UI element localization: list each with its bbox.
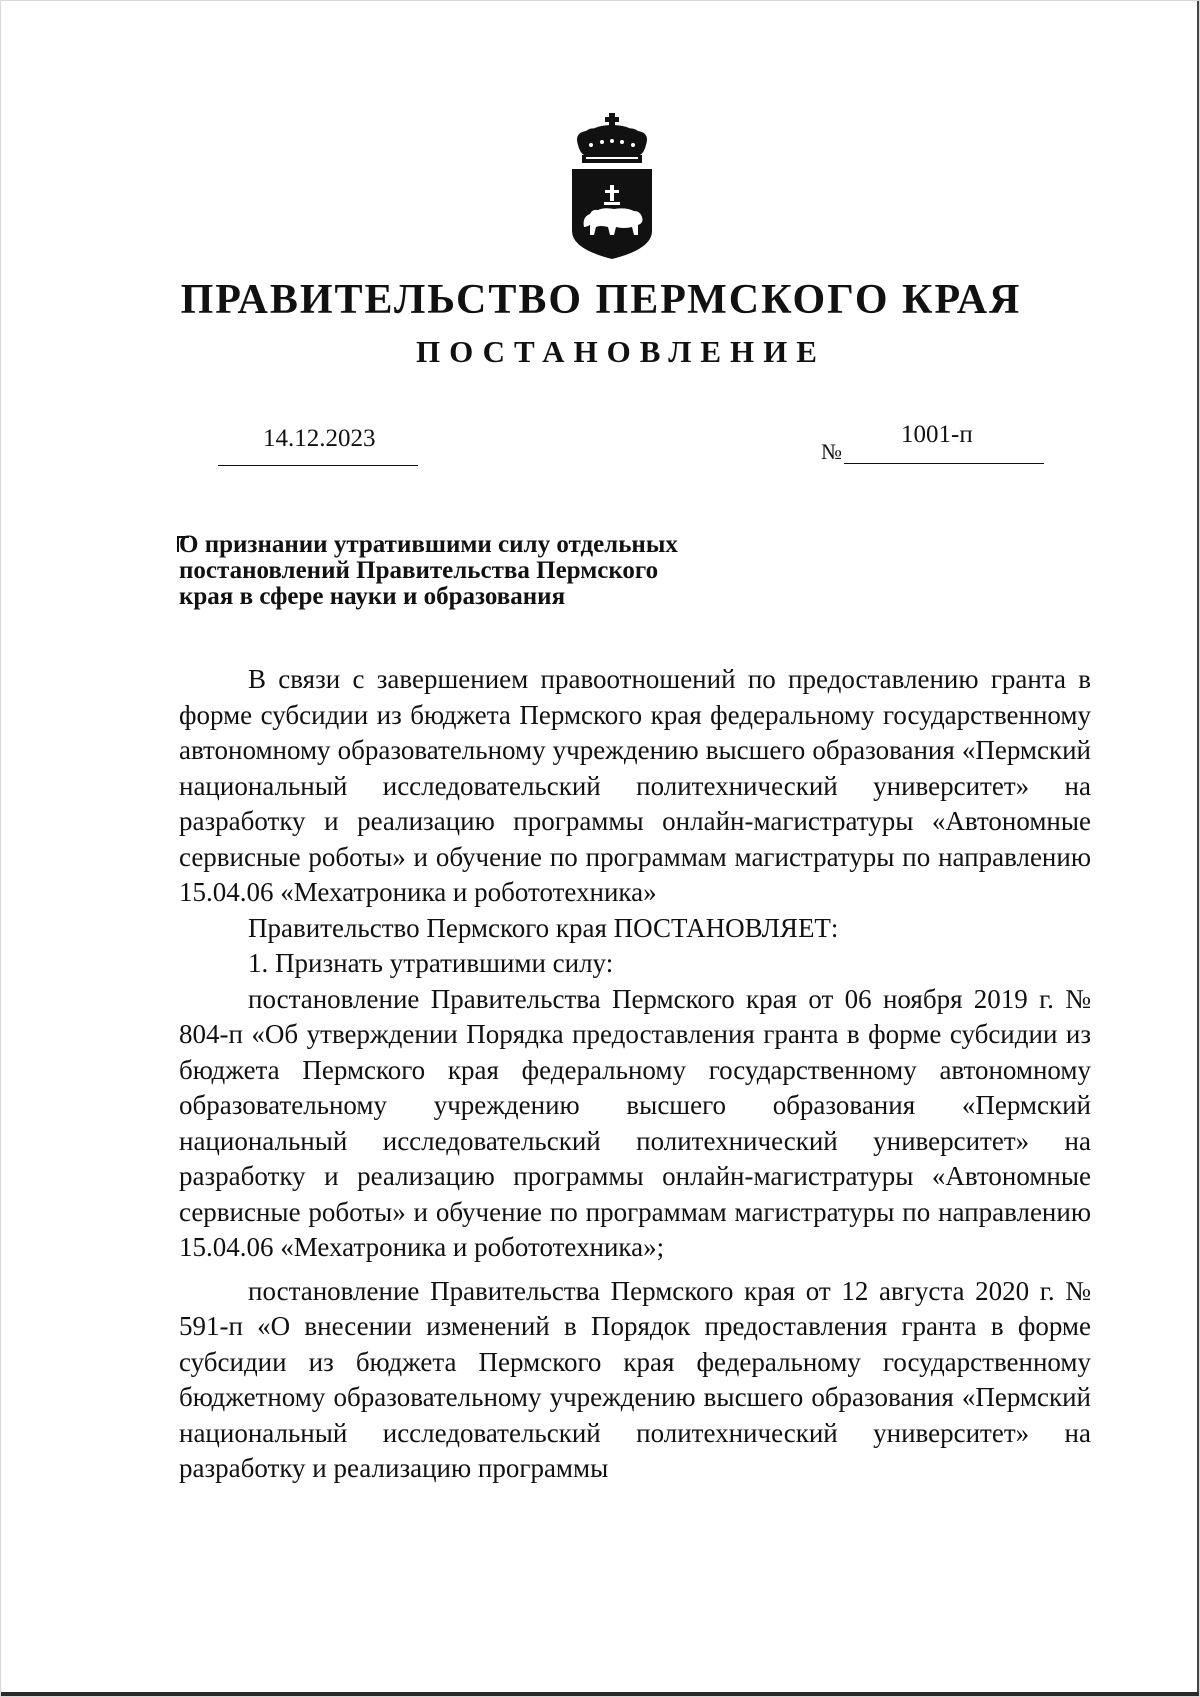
date-field [218,425,418,466]
scan-edge [1,1692,1199,1696]
document-body [179,662,1091,1487]
document-number: 1001-п [901,421,973,448]
coat-of-arms-icon [564,111,660,261]
body-paragraph: 1. Признать утратившими силу: [248,948,614,978]
body-paragraph: В связи с завершением правоотношений по предоставлению гранта в форме субсидии из бюджета Пермского края федеральному государственному автономному образовательному учреждению высшего образования «Пермский национальный исследовательский политехнический университет» на разработку и реализацию программы онлайн-магистратуры «Автономные сервисные роботы» и обучение по программам магистратуры по направлению 15.04.06 «Мехатроника и робототехника» [179,664,1091,907]
document-date: 14.12.2023 [263,425,376,452]
number-sign: № [821,439,842,464]
body-paragraph: постановление Правительства Пермского края от 12 августа 2020 г. № 591-п «О внесении изменений в Порядок предоставления гранта в форме субсидии из бюджета Пермского края федеральному государственному бюджетному образовательному учреждению высшего образования «Пермский национальный исследовательский политехнический университет» на разработку и реализацию программы [179,1275,1091,1483]
number-field [844,421,1044,464]
organization-title: ПРАВИТЕЛЬСТВО ПЕРМСКОГО КРАЯ [180,277,1022,323]
subject-line: края в сфере науки и образования [179,583,566,610]
body-paragraph: постановление Правительства Пермского края от 06 ноября 2019 г. № 804-п «Об утверждении Порядка предоставления гранта в форме субсидии из бюджета Пермского края федеральному государственному автономному образовательному учреждению высшего образования «Пермский национальный исследовательский политехнический университет» на разработку и реализацию программы онлайн-магистратуры «Автономные сервисные роботы» и обучение по программам магистратуры по направлению 15.04.06 «Мехатроника и робототехника»; [179,983,1091,1262]
subject-line: постановлений Правительства Пермского [179,557,659,584]
scan-edge [1197,1,1199,1696]
document-type-heading: ПОСТАНОВЛЕНИЕ [416,334,826,369]
body-paragraph: Правительство Пермского края ПОСТАНОВЛЯЕТ: [248,912,839,943]
subject-line: О признании утратившими силу отдельных [179,531,678,558]
document-subject [179,532,779,610]
